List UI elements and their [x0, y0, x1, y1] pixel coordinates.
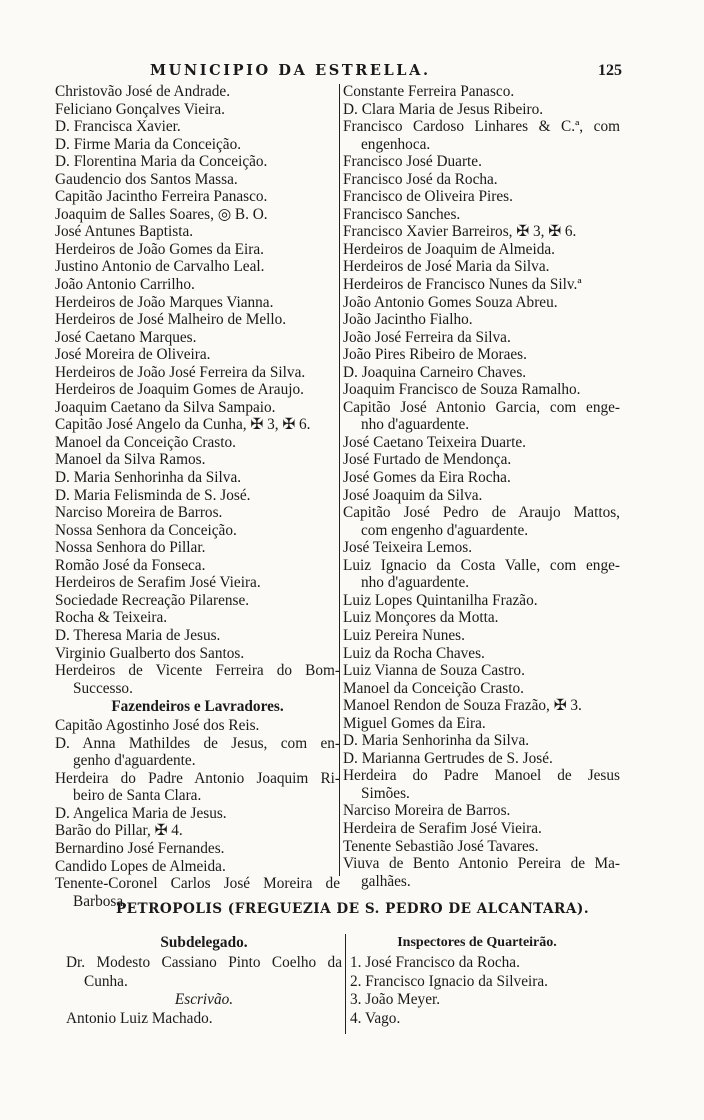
list-item: Bernardino José Fernandes. [55, 839, 225, 857]
list-item: Narciso Moreira de Barros. [55, 504, 223, 522]
list-item: Luiz Ignacio da Costa Valle, com enge- [343, 556, 620, 574]
subdelegado-block [66, 932, 342, 1028]
list-item: Herdeira do Padre Manoel de Jesus [343, 767, 620, 785]
right-column [343, 83, 620, 890]
subdelegado-heading: Subdelegado. [160, 934, 248, 951]
list-item: Joaquim Francisco de Souza Ramalho. [343, 381, 581, 399]
page-title: MUNICIPIO DA ESTRELLA. [150, 62, 431, 79]
list-item: Herdeira do Padre Antonio Joaquim Ri- [55, 769, 340, 787]
list-item: João Antonio Carrilho. [55, 276, 195, 294]
list-item: Francisco José da Rocha. [343, 170, 498, 188]
list-item: Narciso Moreira de Barros. [343, 802, 511, 820]
list-item: Herdeira de Serafim José Vieira. [343, 819, 542, 837]
list-item: D. Angelica Maria de Jesus. [55, 804, 227, 822]
list-item: José Caetano Teixeira Duarte. [343, 433, 526, 451]
page-number: 125 [598, 62, 622, 79]
list-item-continuation: beiro de Santa Clara. [73, 787, 202, 805]
list-item: D. Maria Senhorinha da Silva. [55, 469, 242, 487]
list-item: D. Maria Senhorinha da Silva. [343, 732, 530, 750]
list-item-continuation: galhães. [361, 872, 411, 890]
list-item: Manoel da Silva Ramos. [55, 451, 206, 469]
list-item: Joaquim de Salles Soares, ◎ B. O. [55, 205, 268, 223]
list-item: Sociedade Recreação Pilarense. [55, 591, 250, 609]
running-head [0, 62, 704, 82]
list-item-continuation: com engenho d'aguardente. [361, 521, 529, 539]
list-item: Tenente Sebastião José Tavares. [343, 837, 539, 855]
list-item: José Furtado de Mendonça. [343, 451, 512, 469]
list-item: Francisco Cardoso Linhares & C.ª, com [343, 118, 620, 136]
list-item: Feliciano Gonçalves Vieira. [55, 100, 225, 118]
list-item: José Joaquim da Silva. [343, 486, 483, 504]
list-item: Luiz Vianna de Souza Castro. [343, 662, 525, 680]
left-column [55, 83, 340, 910]
list-item: Nossa Senhora da Conceição. [55, 521, 237, 539]
list-item: Luiz Lopes Quintanilha Frazão. [343, 591, 538, 609]
list-item: Luiz da Rocha Chaves. [343, 644, 485, 662]
list-item: 3. João Meyer. [350, 991, 441, 1009]
inspectores-block [350, 932, 604, 1028]
list-item: João Jacintho Fialho. [343, 311, 473, 329]
list-item: Herdeiros de Francisco Nunes da Silv.ª [343, 276, 582, 294]
list-item: Herdeiros de Joaquim Gomes de Araujo. [55, 381, 304, 399]
list-item: Manoel da Conceição Crasto. [55, 433, 236, 451]
list-item: Virginio Gualberto dos Santos. [55, 644, 245, 662]
list-item: Manoel Rendon de Souza Frazão, ✠ 3. [343, 697, 582, 715]
list-item: 2. Francisco Ignacio da Silveira. [350, 972, 548, 990]
list-item: Herdeiros de João José Ferreira da Silva. [55, 363, 306, 381]
list-item: Capitão Jacintho Ferreira Panasco. [55, 188, 268, 206]
list-item: Manoel da Conceição Crasto. [343, 679, 524, 697]
list-item: 4. Vago. [350, 1009, 401, 1027]
list-item: Luiz Monçores da Motta. [343, 609, 499, 627]
list-item: Capitão Agostinho José dos Reis. [55, 717, 260, 735]
list-item-continuation: nho d'aguardente. [361, 574, 470, 592]
list-item: 1. José Francisco da Rocha. [350, 954, 520, 971]
list-item: Herdeiros de Serafim José Vieira. [55, 574, 261, 592]
list-item: Dr. Modesto Cassiano Pinto Coelho da [66, 954, 342, 971]
list-item-continuation: engenhoca. [361, 135, 431, 153]
list-item: João José Ferreira da Silva. [343, 328, 511, 346]
list-item-continuation: Cunha. [84, 972, 128, 990]
list-item-continuation: genho d'aguardente. [73, 752, 196, 770]
list-item: D. Theresa Maria de Jesus. [55, 626, 221, 644]
list-item: Capitão José Angelo da Cunha, ✠ 3, ✠ 6. [55, 416, 311, 434]
column-divider-lower [345, 934, 346, 1034]
list-item-continuation: nho d'aguardente. [361, 416, 470, 434]
list-item: Herdeiros de João Marques Vianna. [55, 293, 274, 311]
list-item: José Gomes da Eira Rocha. [343, 469, 511, 487]
list-item: Herdeiros de José Maria da Silva. [343, 258, 550, 276]
list-item-continuation: Simões. [361, 784, 410, 802]
list-item: João Pires Ribeiro de Moraes. [343, 346, 527, 364]
list-item: Barão do Pillar, ✠ 4. [55, 822, 183, 840]
list-item-continuation: Barbosa. [73, 892, 127, 910]
list-item: Herdeiros de João Gomes da Eira. [55, 240, 264, 258]
list-item: D. Firme Maria da Conceição. [55, 135, 242, 153]
list-item: Herdeiros de Vicente Ferreira do Bom- [55, 662, 340, 680]
list-item: Tenente-Coronel Carlos José Moreira de [55, 875, 340, 893]
list-item: Justino Antonio de Carvalho Leal. [55, 258, 265, 276]
list-item: Herdeiros de Joaquim de Almeida. [343, 240, 555, 258]
list-item: Francisco Xavier Barreiros, ✠ 3, ✠ 6. [343, 223, 577, 241]
list-item: Viuva de Bento Antonio Pereira de Ma- [343, 855, 620, 873]
escrivao-heading: Escrivão. [174, 991, 234, 1009]
list-item: Luiz Pereira Nunes. [343, 626, 465, 644]
list-item: Herdeiros de José Malheiro de Mello. [55, 311, 287, 329]
list-item: Capitão José Pedro de Araujo Mattos, [343, 504, 620, 522]
list-item: D. Maria Felisminda de S. José. [55, 486, 251, 504]
list-item: D. Francisca Xavier. [55, 118, 181, 136]
list-item: Romão José da Fonseca. [55, 556, 206, 574]
list-item: João Antonio Gomes Souza Abreu. [343, 293, 558, 311]
list-item: José Moreira de Oliveira. [55, 346, 211, 364]
list-item: Gaudencio dos Santos Massa. [55, 170, 238, 188]
list-item: Francisco de Oliveira Pires. [343, 188, 513, 206]
escrivao-name: Antonio Luiz Machado. [66, 1009, 213, 1027]
list-item: D. Joaquina Carneiro Chaves. [343, 363, 527, 381]
list-item: D. Anna Mathildes de Jesus, com en- [55, 734, 340, 752]
list-item: D. Marianna Gertrudes de S. José. [343, 749, 553, 767]
list-item: D. Clara Maria de Jesus Ribeiro. [343, 100, 544, 118]
list-item: Constante Ferreira Panasco. [343, 83, 515, 100]
list-item: Christovão José de Andrade. [55, 83, 231, 100]
list-item: Francisco José Duarte. [343, 153, 482, 171]
list-item: Francisco Sanches. [343, 205, 461, 223]
list-item: José Antunes Baptista. [55, 223, 194, 241]
list-item: Miguel Gomes da Eira. [343, 714, 486, 732]
section-heading-fazendeiros: Fazendeiros e Lavradores. [111, 698, 284, 716]
list-item: Rocha & Teixeira. [55, 609, 168, 627]
inspectores-heading: Inspectores de Quarteirão. [397, 935, 557, 950]
list-item: Capitão José Antonio Garcia, com enge- [343, 398, 620, 416]
list-item: José Teixeira Lemos. [343, 539, 473, 557]
list-item: Joaquim Caetano da Silva Sampaio. [55, 398, 276, 416]
section-title-petropolis: PETROPOLIS (FREGUEZIA DE S. PEDRO DE ALCANTARA). [115, 901, 590, 917]
list-item: José Caetano Marques. [55, 328, 197, 346]
list-item-continuation: Successo. [73, 679, 133, 697]
list-item: Candido Lopes de Almeida. [55, 857, 226, 875]
list-item: Nossa Senhora do Pillar. [55, 539, 206, 557]
list-item: D. Florentina Maria da Conceição. [55, 153, 268, 171]
